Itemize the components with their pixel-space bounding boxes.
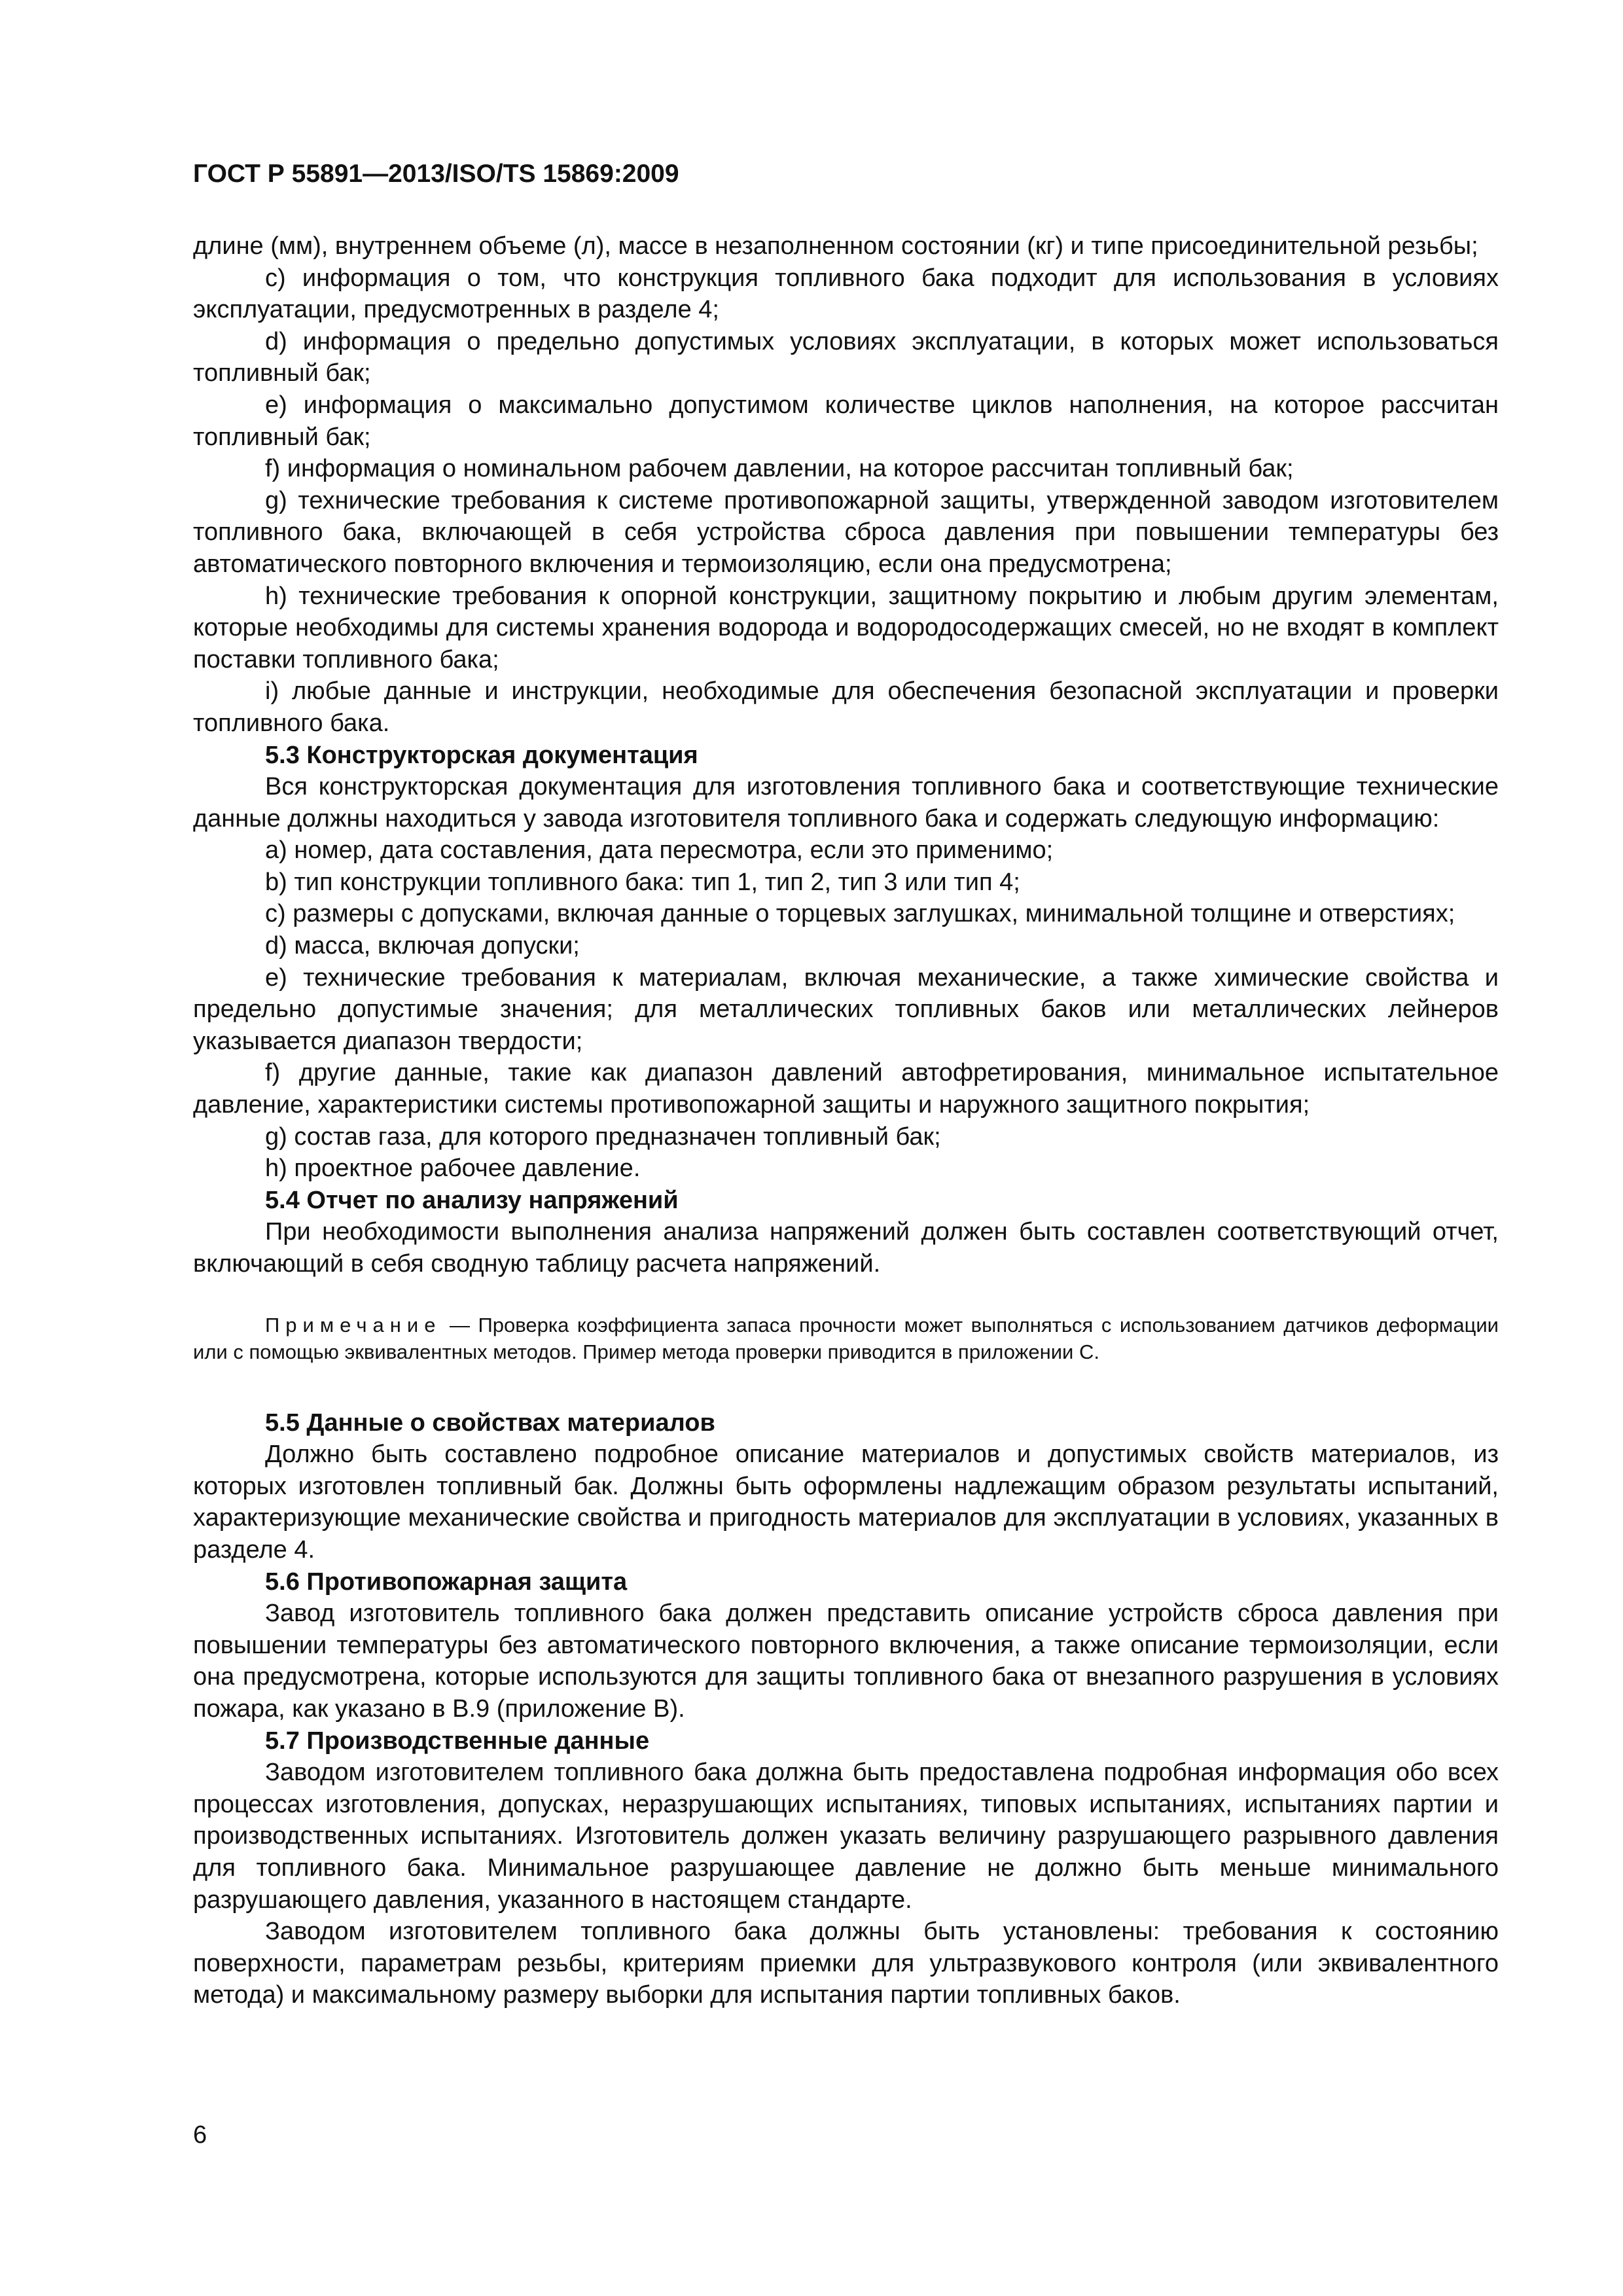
paragraph: b) тип конструкции топливного бака: тип 1, тип 2, тип 3 или тип 4; <box>265 868 1020 896</box>
paragraph: f) другие данные, такие как диапазон давлений автофретирования, минимальное испытательное давление, характеристики системы противопожарной защиты и наружного защитного покрытия; <box>193 1059 1499 1119</box>
page-number: 6 <box>193 2121 207 2149</box>
paragraph: f) информация о номинальном рабочем давлении, на которое рассчитан топливный бак; <box>265 455 1294 483</box>
page-header: ГОСТ Р 55891—2013/ISO/TS 15869:2009 <box>193 160 679 188</box>
paragraph: c) информация о том, что конструкция топливного бака подходит для использования в условиях эксплуатации, предусмотренных в разделе 4; <box>193 264 1499 324</box>
note-text: — Проверка коэффициента запаса прочности может выполняться с использованием датчиков деформации или с помощью эквивалентных методов. Пример метода проверки приводится в приложении С. <box>193 1313 1499 1363</box>
section-heading: 5.6 Противопожарная защита <box>265 1568 628 1596</box>
paragraph: длине (мм), внутреннем объеме (л), массе в незаполненном состоянии (кг) и типе присоединительной резьбы; <box>193 232 1478 260</box>
section-heading: 5.5 Данные о свойствах материалов <box>265 1408 715 1437</box>
paragraph: g) состав газа, для которого предназначен топливный бак; <box>265 1122 941 1151</box>
paragraph: Должно быть составлено подробное описание материалов и допустимых свойств материалов, из которых изготовлен топливный бак. Должны быть оформлены надлежащим образом результаты испытаний, характеризующие механические свойства и пригодность материалов для эксплуатации в условиях, указанных в разделе 4. <box>193 1441 1499 1564</box>
text-section-upper <box>193 230 1499 1280</box>
section-heading: 5.7 Производственные данные <box>265 1727 650 1755</box>
document-body <box>193 230 1499 2011</box>
paragraph: d) информация о предельно допустимых условиях эксплуатации, в которых может использоваться топливный бак; <box>193 327 1499 387</box>
paragraph: h) проектное рабочее давление. <box>265 1155 641 1183</box>
text-section-lower <box>193 1407 1499 2011</box>
note-label: Примечание <box>265 1313 442 1336</box>
section-heading: 5.4 Отчет по анализу напряжений <box>265 1186 679 1214</box>
paragraph: Вся конструкторская документация для изготовления топливного бака и соответствующие технические данные должны находиться у завода изготовителя топливного бака и содержать следующую информацию: <box>193 773 1499 833</box>
paragraph: Завод изготовитель топливного бака должен представить описание устройств сброса давления при повышении температуры без автоматического повторного включения, а также описание термоизоляции, если она предусмотрена, которые используются для защиты топливного бака от внезапного разрушения в условиях пожара, как указано в В.9 (приложение В). <box>193 1600 1499 1723</box>
paragraph: a) номер, дата составления, дата пересмотра, если это применимо; <box>265 836 1054 865</box>
note-paragraph <box>193 1312 1499 1365</box>
paragraph: Заводом изготовителем топливного бака должны быть установлены: требования к состоянию поверхности, параметрам резьбы, критериям приемки для ультразвукового контроля (или эквивалентного метода) и максимальному размеру выборки для испытания партии топливных баков. <box>193 1918 1499 2009</box>
paragraph: d) масса, включая допуски; <box>265 932 580 960</box>
paragraph: g) технические требования к системе противопожарной защиты, утвержденной заводом изготовителем топливного бака, включающей в себя устройства сброса давления при повышении температуры без автоматического повторного включения и термоизоляцию, если она предусмотрена; <box>193 486 1499 578</box>
paragraph: e) технические требования к материалам, включая механические, а также химические свойства и предельно допустимые значения; для металлических топливных баков или металлических лейнеров указывается диапазон твердости; <box>193 963 1499 1055</box>
paragraph: e) информация о максимально допустимом количестве циклов наполнения, на которое рассчитан топливный бак; <box>193 391 1499 451</box>
paragraph: Заводом изготовителем топливного бака должна быть предоставлена подробная информация обо всех процессах изготовления, допусках, неразрушающих испытаниях, типовых испытаниях, испытаниях партии и производственных испытаниях. Изготовитель должен указать величину разрушающего разрывного давления для топливного бака. Минимальное разрушающее давление не должно быть меньше минимального разрушающего давления, указанного в настоящем стандарте. <box>193 1759 1499 1914</box>
section-heading: 5.3 Конструкторская документация <box>265 741 698 769</box>
paragraph: i) любые данные и инструкции, необходимые для обеспечения безопасной эксплуатации и проверки топливного бака. <box>193 677 1499 737</box>
paragraph: c) размеры с допусками, включая данные о торцевых заглушках, минимальной толщине и отверстиях; <box>265 900 1455 928</box>
paragraph: h) технические требования к опорной конструкции, защитному покрытию и любым другим элементам, которые необходимы для системы хранения водорода и водородосодержащих смесей, но не входят в комплект поставки топливного бака; <box>193 582 1499 673</box>
paragraph: При необходимости выполнения анализа напряжений должен быть составлен соответствующий отчет, включающий в себя сводную таблицу расчета напряжений. <box>193 1218 1499 1278</box>
